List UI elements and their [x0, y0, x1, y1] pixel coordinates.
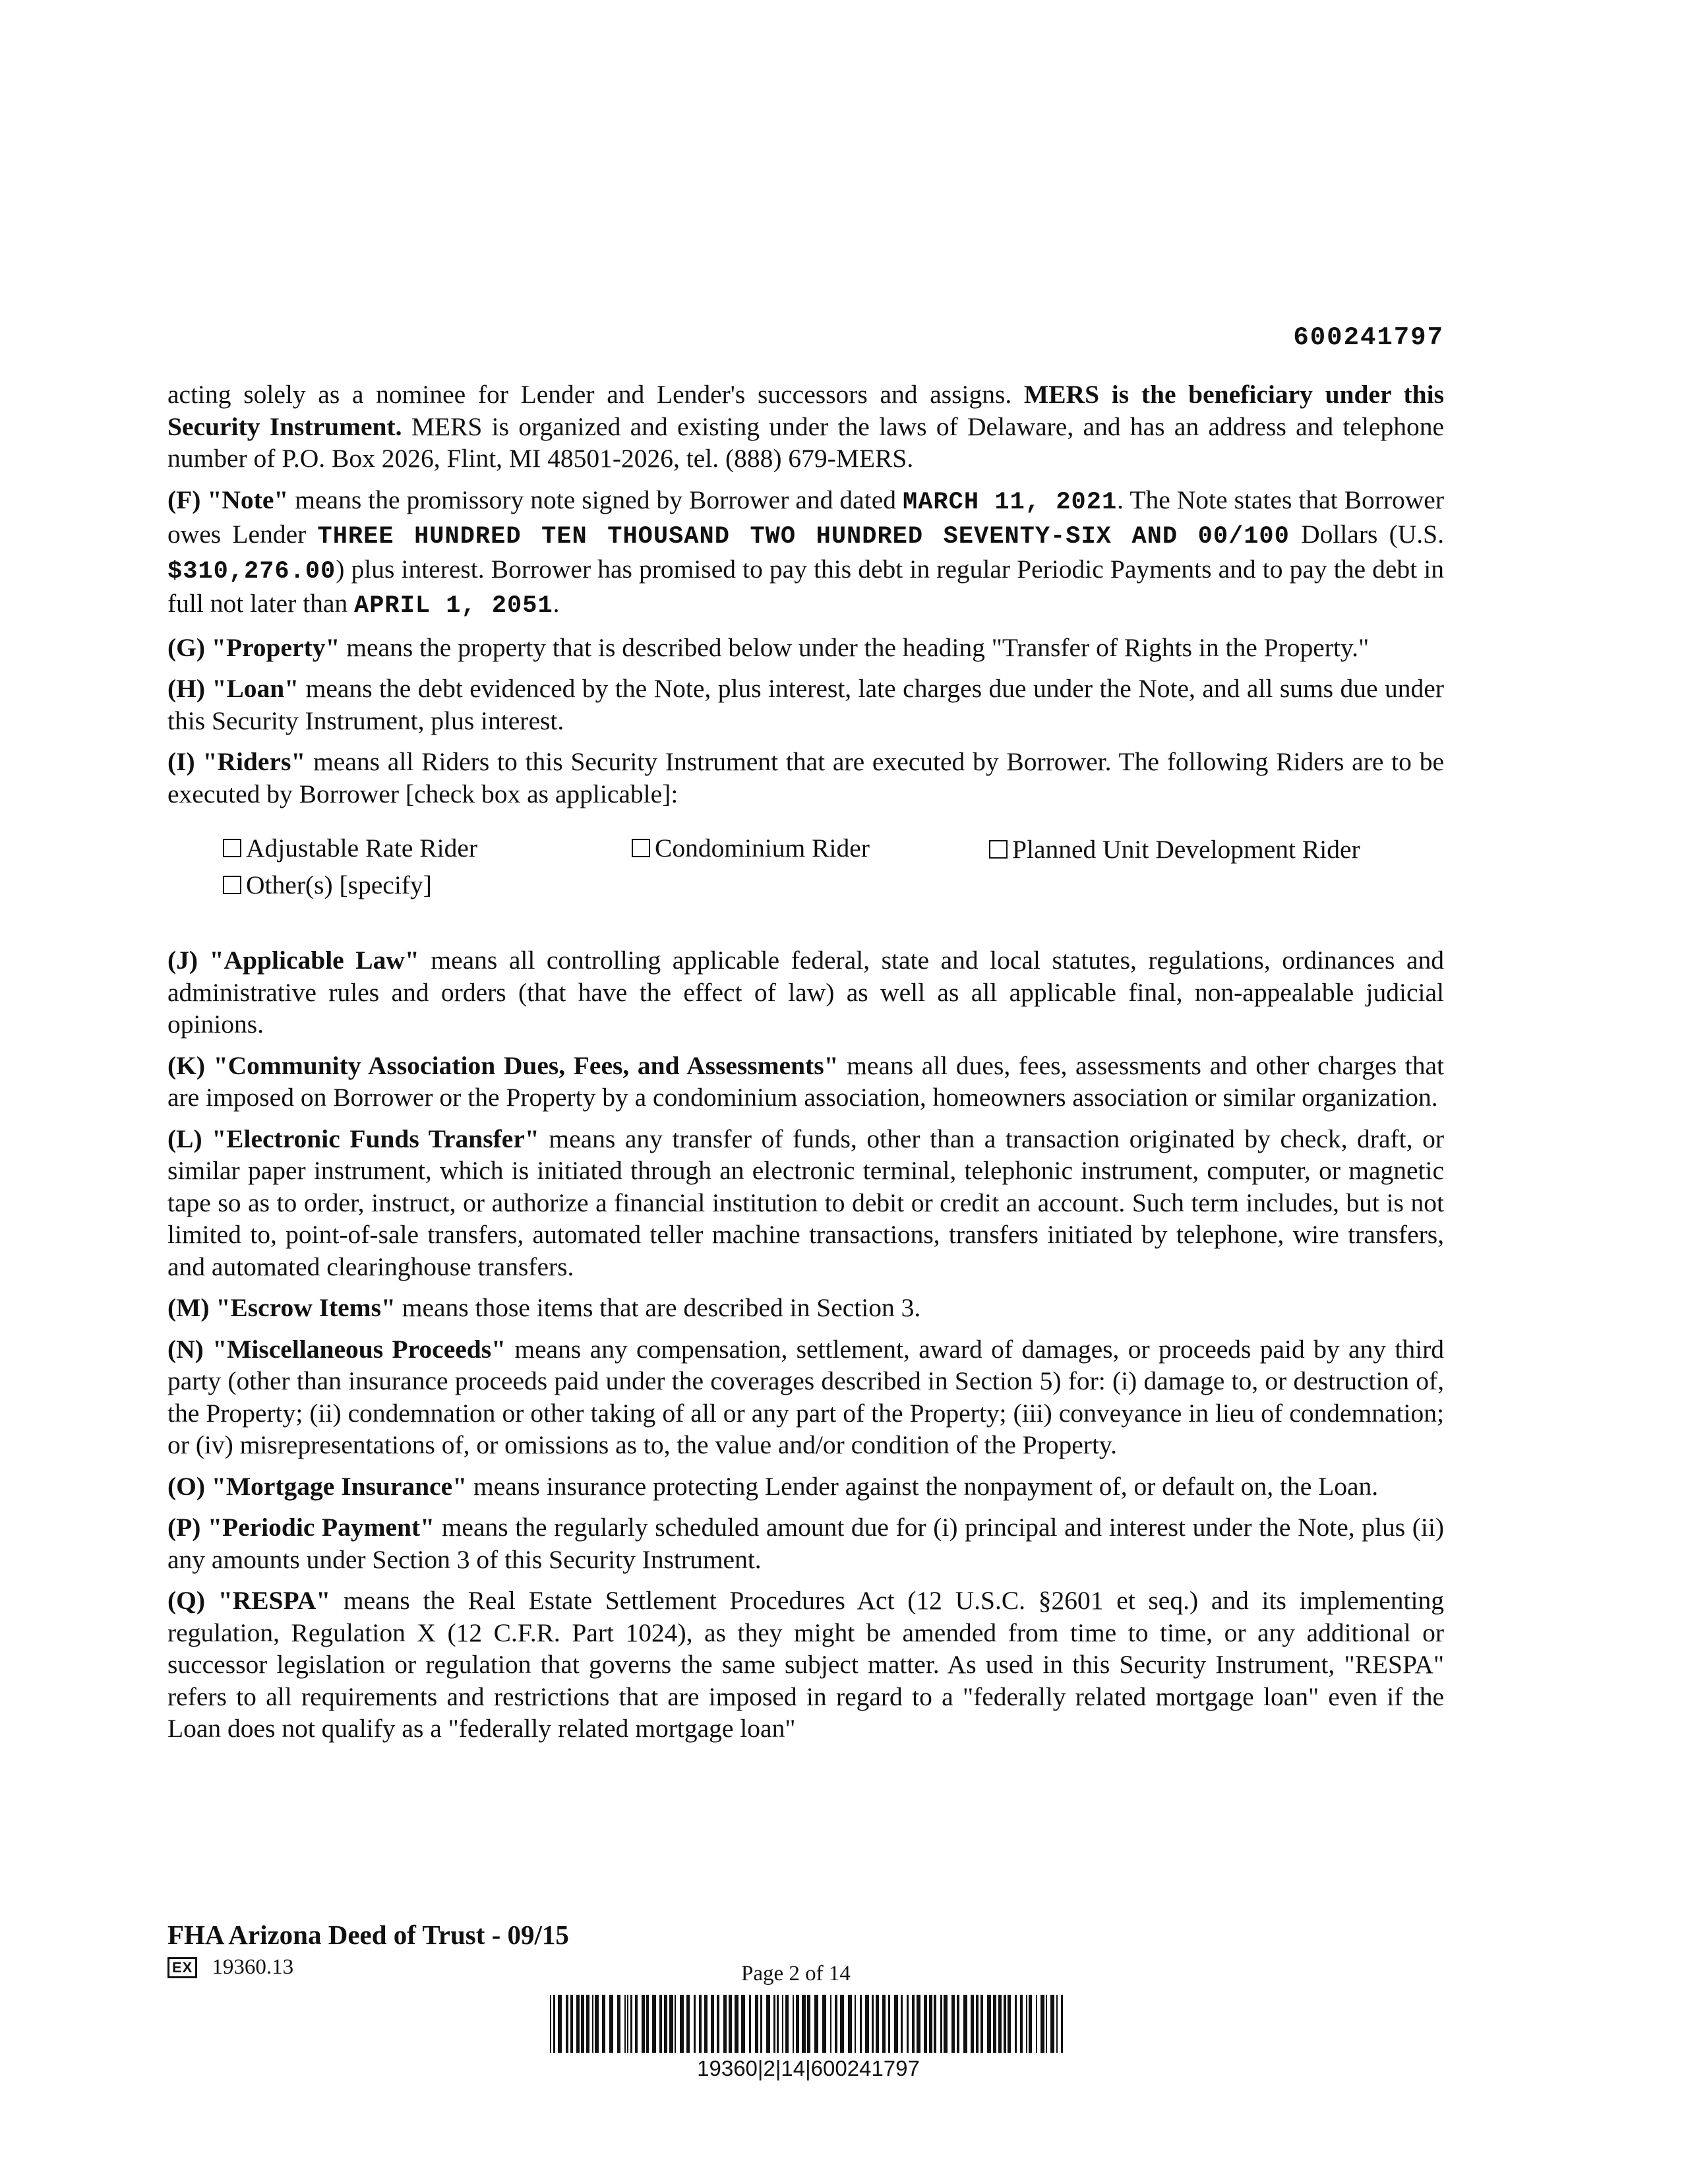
barcode-bar [694, 1995, 696, 2053]
barcode-bar [659, 1995, 662, 2053]
checkbox-icon[interactable] [223, 839, 241, 857]
barcode-bar [558, 1995, 562, 2053]
rider-other[interactable]: Other(s) [specify] [223, 869, 432, 901]
definition-label: (O) "Mortgage Insurance" [167, 1471, 467, 1501]
barcode-bar [865, 1995, 869, 2053]
definition-label: (P) "Periodic Payment" [167, 1513, 435, 1542]
barcode-bar [642, 1995, 645, 2053]
barcode-bar [576, 1995, 580, 2053]
barcode-bar [855, 1995, 856, 2053]
barcode-bar [741, 1995, 745, 2053]
definition-label: (K) "Community Association Dues, Fees, and Assessments" [167, 1050, 839, 1080]
barcode-bar [704, 1995, 708, 2053]
barcode-bar [912, 1995, 915, 2053]
paragraph-j-applicable-law: (J) "Applicable Law" means all controlling applicable federal, state and local statutes, regulations, ordinances and administrative rules and orders (that have the effect of law) as well as all applicable final, non-appealable judicial opinions. [167, 946, 1444, 1039]
barcode-bar [796, 1995, 799, 2053]
paragraph-f-note: (F) "Note" means the promissory note signed by Borrower and dated MARCH 11, 2021. The Note states that Borrower owes Lender THREE HUNDRED TEN THOUSAND TWO HUNDRED SEVENTY-SIX AND 00/100 Dollars (U.S. $310,276.00) plus interest. Borrower has promised to pay this debt in regular Periodic Payments and to pay the debt in full not later than APRIL 1, 2051. [167, 485, 1444, 620]
barcode-bar [686, 1995, 690, 2053]
form-code: 19360.13 [212, 1955, 294, 1979]
barcode-bar [777, 1995, 779, 2053]
barcode-bar [699, 1995, 702, 2053]
barcode-bar [773, 1995, 775, 2053]
ex-logo-icon: EX [167, 1957, 197, 1978]
document-body [167, 379, 1444, 1754]
barcode-bar [635, 1995, 638, 2053]
barcode-bar [971, 1995, 974, 2053]
barcode-bar [664, 1995, 667, 2053]
barcode-bar [924, 1995, 927, 2053]
barcode-bar [802, 1995, 806, 2053]
barcode-bar [882, 1995, 886, 2053]
barcode-bar [711, 1995, 714, 2053]
definition-label: (F) "Note" [167, 485, 289, 514]
barcode-bar [766, 1995, 770, 2053]
barcode-bar [735, 1995, 738, 2053]
barcode-bar [793, 1995, 794, 2053]
barcode-bar [609, 1995, 613, 2053]
note-date: MARCH 11, 2021 [903, 488, 1118, 516]
barcode-bar [944, 1995, 948, 2053]
barcode-bar [617, 1995, 620, 2053]
checkbox-icon[interactable] [223, 876, 241, 894]
barcode-bar [570, 1995, 573, 2053]
barcode-bar [675, 1995, 676, 2053]
barcode-bar [550, 1995, 551, 2053]
barcode-bar [951, 1995, 955, 2053]
barcode-bar [723, 1995, 727, 2053]
rider-checkbox-group [167, 832, 1444, 923]
barcode-bar [624, 1995, 626, 2053]
barcode-bar [840, 1995, 844, 2053]
barcode-bar [860, 1995, 862, 2053]
loan-amount: $310,276.00 [167, 557, 336, 586]
loan-number: 600241797 [1293, 323, 1444, 352]
barcode-bar [876, 1995, 879, 2053]
barcode-bar [1036, 1995, 1037, 2053]
form-title: FHA Arizona Deed of Trust - 09/15 [167, 1920, 569, 1950]
barcode-bar [822, 1995, 826, 2053]
barcode-bar [830, 1995, 831, 2053]
barcode-bar [595, 1995, 599, 2053]
barcode-bar [929, 1995, 932, 2053]
paragraph-l-electronic-funds: (L) "Electronic Funds Transfer" means any transfer of funds, other than a transaction originated by check, draft, or similar paper instrument, which is initiated through an electronic terminal, telephonic instrument, computer, or magnetic tape so as to order, instruct, or authorize a financial institution to debit or credit an account. Such term includes, but is not limited to, point-of-sale transfers, automated teller machine transactions, transfers initiated by telephone, wire transfers, and automated clearinghouse transfers. [167, 1124, 1444, 1281]
barcode-bar [755, 1995, 758, 2053]
paragraph-h-loan: (H) "Loan" means the debt evidenced by the Note, plus interest, late charges due under the Note, and all sums due under this Security Instrument, plus interest. [167, 674, 1444, 735]
barcode-bar [907, 1995, 909, 2053]
barcode-bar [646, 1995, 649, 2053]
barcode-bar [872, 1995, 874, 2053]
rider-condominium[interactable]: Condominium Rider [632, 832, 870, 864]
barcode-bar [835, 1995, 837, 2053]
paragraph-k-community-association: (K) "Community Association Dues, Fees, and Assessments" means all dues, fees, assessments and other charges that are imposed on Borrower or the Property by a condominium association, homeowners association or similar organization. [167, 1050, 1444, 1112]
barcode-bar [1061, 1995, 1063, 2053]
barcode-bar [717, 1995, 719, 2053]
barcode-bar [940, 1995, 942, 2053]
barcode-bar [807, 1995, 810, 2053]
barcode-bar [782, 1995, 783, 2053]
barcode-bar [760, 1995, 762, 2053]
barcode-bar [934, 1995, 936, 2053]
paragraph-i-riders: (I) "Riders" means all Riders to this Security Instrument that are executed by Borrower. The following Riders are to be executed by Borrower [check box as applicable]: [167, 747, 1444, 808]
barcode-bar [566, 1995, 568, 2053]
barcode-bar [998, 1995, 1002, 2053]
rider-planned-unit-development[interactable]: Planned Unit Development Rider [989, 834, 1360, 866]
form-code-line [167, 1955, 293, 1980]
barcode-bar [894, 1995, 898, 2053]
barcode-bar [901, 1995, 903, 2053]
loan-amount-words: THREE HUNDRED TEN THOUSAND TWO HUNDRED SEVENTY-SIX AND 00/100 [317, 523, 1290, 551]
paragraph-q-respa: (Q) "RESPA" means the Real Estate Settlement Procedures Act (12 U.S.C. §2601 et seq.) and its implementing regulation, Regulation X (12 C.F.R. Part 1024), as they might be amended from time to time, or any additional or successor legislation or regulation that governs the same subject matter. As used in this Security Instrument, "RESPA" refers to all requirements and restrictions that are imposed in regard to a "federally related mortgage loan" even if the Loan does not qualify as a "federally related mortgage loan" [167, 1586, 1445, 1743]
barcode-text: 19360|2|14|600241797 [697, 2056, 920, 2080]
barcode-bar [814, 1995, 818, 2053]
barcode-bar [1050, 1995, 1054, 2053]
barcode-bar [785, 1995, 789, 2053]
barcode-icon [550, 1995, 1067, 2053]
paragraph-intro: acting solely as a nominee for Lender and Lender's successors and assigns. MERS is the beneficiary under this Security Instrument. MERS is organized and existing under the laws of Delaware, and has an address and telephone number of P.O. Box 2026, Flint, MI 48501-2026, tel. (888) 679-MERS. [167, 380, 1444, 473]
barcode-bar [553, 1995, 555, 2053]
checkbox-icon[interactable] [632, 839, 650, 857]
definition-label: (H) "Loan" [167, 674, 299, 703]
paragraph-o-mortgage-insurance: (O) "Mortgage Insurance" means insurance protecting Lender against the nonpayment of, or default on, the Loan. [167, 1471, 1379, 1501]
barcode-bar [980, 1995, 983, 2053]
definition-label: (L) "Electronic Funds Transfer" [167, 1124, 539, 1153]
barcode-bar [581, 1995, 584, 2053]
barcode-bar [1004, 1995, 1006, 2053]
definition-label: (Q) "RESPA" [167, 1586, 331, 1615]
barcode-bar [680, 1995, 684, 2053]
page-number: Page 2 of 14 [741, 1962, 851, 1986]
barcode-bar [1008, 1995, 1011, 2053]
barcode-bar [1026, 1995, 1027, 2053]
barcode-bar [976, 1995, 979, 2053]
paragraph-p-periodic-payment: (P) "Periodic Payment" means the regularly scheduled amount due for (i) principal and interest under the Note, plus (ii) any amounts under Section 3 of this Security Instrument. [167, 1513, 1444, 1574]
barcode-bar [586, 1995, 589, 2053]
barcode-bar [602, 1995, 605, 2053]
barcode-bar [957, 1995, 959, 2053]
barcode-bar [749, 1995, 751, 2053]
barcode-bar [888, 1995, 890, 2053]
paragraph-m-escrow-items: (M) "Escrow Items" means those items that are described in Section 3. [167, 1293, 921, 1322]
barcode-bar [1046, 1995, 1047, 2053]
barcode-bar [1015, 1995, 1017, 2053]
checkbox-icon[interactable] [989, 840, 1008, 859]
rider-adjustable-rate[interactable]: Adjustable Rate Rider [223, 832, 477, 864]
maturity-date: APRIL 1, 2051 [354, 592, 553, 620]
definition-label: (G) "Property" [167, 632, 340, 662]
barcode-bar [627, 1995, 628, 2053]
barcode-bar [1040, 1995, 1044, 2053]
barcode-bar [669, 1995, 673, 2053]
paragraph-n-misc-proceeds: (N) "Miscellaneous Proceeds" means any compensation, settlement, award of damages, or proceeds paid by any third party (other than insurance proceeds paid under the coverages described in Section 5) for: (i) damage to, or destruction of, the Property; (ii) condemnation or other taking of all or any part of the Property; (iii) conveyance in lieu of condemnation; or (iv) misrepresentations of, or omissions as to, the value and/or condition of the Property. [167, 1334, 1444, 1459]
barcode-bar [1056, 1995, 1058, 2053]
definition-label: (J) "Applicable Law" [167, 946, 419, 975]
barcode-bar [987, 1995, 991, 2053]
barcode-bar [963, 1995, 967, 2053]
definition-label: (I) "Riders" [167, 747, 306, 776]
barcode-bar [592, 1995, 593, 2053]
barcode-bar [848, 1995, 852, 2053]
barcode-bar [1029, 1995, 1032, 2053]
barcode-bar [1020, 1995, 1023, 2053]
barcode-bar [729, 1995, 732, 2053]
barcode-bar [652, 1995, 656, 2053]
definition-label: (N) "Miscellaneous Proceeds" [167, 1334, 506, 1364]
barcode-bar [630, 1995, 632, 2053]
barcode-bar [917, 1995, 920, 2053]
paragraph-g-property: (G) "Property" means the property that is described below under the heading "Transfer of Rights in the Property." [167, 632, 1370, 662]
barcode-bar [993, 1995, 996, 2053]
definition-label: (M) "Escrow Items" [167, 1293, 396, 1322]
